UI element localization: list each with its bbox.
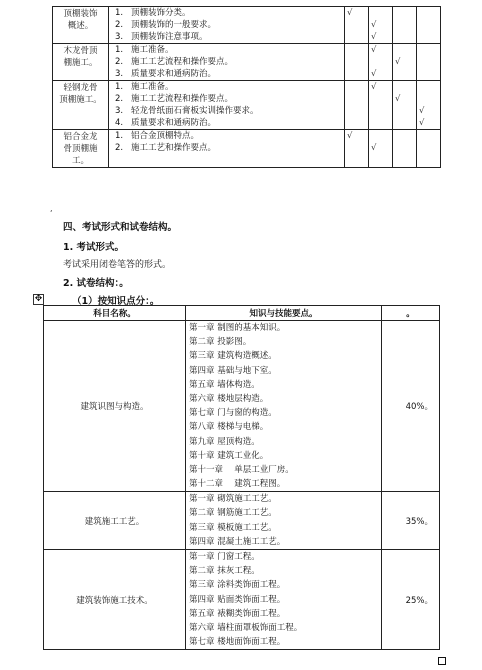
- percent-cell: 25%。: [382, 550, 440, 650]
- item-text: 施工工艺流程和操作要点。: [131, 57, 234, 67]
- chapter-item: 第七章 门与窗的构造。: [189, 408, 277, 419]
- level-mark: [347, 68, 368, 80]
- items-cell: [109, 7, 345, 44]
- level-mark: √: [371, 45, 377, 55]
- subheading-by-knowledge-points: （1）按知识点分：。: [72, 296, 160, 307]
- chapter-item: 第二章 投影图。: [189, 337, 252, 348]
- knowledge-requirements-table: [52, 6, 441, 168]
- level-mark: [371, 56, 392, 68]
- level-mark-cell: [393, 7, 417, 44]
- level-mark-cell: [369, 81, 393, 130]
- chapter-item: 第三章 涂料类饰面工程。: [189, 580, 286, 591]
- level-mark: [395, 105, 416, 117]
- category-cell: [53, 7, 109, 44]
- chapter-item: 第四章 贴面类饰面工程。: [189, 594, 286, 605]
- item-number: 2.: [115, 20, 124, 30]
- list-item: [115, 142, 344, 154]
- chapters-cell: [186, 321, 382, 492]
- header-knowledge-points: 知识与技能要点。: [186, 306, 382, 321]
- item-number: 1.: [115, 45, 124, 55]
- item-number: 3.: [115, 32, 124, 42]
- level-mark: [371, 130, 392, 142]
- category-label-line: 铝合金龙: [63, 132, 98, 142]
- level-mark: [419, 19, 440, 31]
- item-number: 2.: [115, 143, 124, 153]
- category-label-line: 工。: [71, 156, 89, 166]
- level-mark: [347, 44, 368, 56]
- level-mark: √: [395, 94, 401, 104]
- list-item: [115, 105, 344, 117]
- table-row: [53, 44, 441, 81]
- item-number: 1.: [115, 82, 124, 92]
- level-mark: √: [395, 57, 401, 67]
- item-text: 顶棚装饰注意事项。: [131, 32, 208, 42]
- level-mark: [419, 44, 440, 56]
- item-text: 顶棚装饰分类。: [131, 8, 191, 18]
- level-mark: √: [371, 143, 377, 153]
- level-mark-cell: [393, 81, 417, 130]
- level-mark-cell: [345, 7, 369, 44]
- chapter-item: 第一章 门窗工程。: [189, 552, 260, 562]
- level-mark: √: [347, 131, 353, 141]
- item-text: 铝合金顶棚特点。: [131, 131, 200, 141]
- level-mark: [419, 31, 440, 43]
- level-mark: [347, 117, 368, 129]
- list-item: [115, 93, 344, 105]
- item-text: 顶棚装饰的一般要求。: [131, 20, 217, 30]
- level-mark: [419, 7, 440, 19]
- item-text: 施工工艺和操作要点。: [131, 143, 217, 153]
- level-mark-cell: [369, 130, 393, 168]
- chapter-item: 第一章 制图的基本知识。: [189, 323, 286, 333]
- chapter-item: 第七章 楼地面饰面工程。: [189, 637, 286, 648]
- chapter-item: 第十二章 建筑工程图。: [189, 479, 286, 490]
- category-cell: [53, 81, 109, 130]
- chapter-item: 第十章 建筑工业化。: [189, 450, 269, 461]
- category-label-line: 顶棚装饰: [63, 9, 98, 19]
- table-row: [53, 7, 441, 44]
- level-mark: [419, 81, 440, 93]
- table-row: [53, 81, 441, 130]
- category-label-line: 概述。: [67, 21, 94, 31]
- item-text: 施工准备。: [131, 82, 174, 92]
- chapter-item: 第六章 墙柱面罩板饰面工程。: [189, 622, 303, 633]
- level-mark: √: [347, 8, 353, 18]
- chapter-item: 第一章 砌筑施工工艺。: [189, 494, 277, 505]
- level-mark: [371, 93, 392, 105]
- level-mark-cell: [417, 81, 441, 130]
- level-mark: [347, 31, 368, 43]
- percent-cell: 40%。: [382, 321, 440, 492]
- items-cell: [109, 44, 345, 81]
- list-item: [115, 56, 344, 68]
- item-number: 3.: [115, 69, 124, 79]
- list-item: [115, 130, 344, 142]
- item-number: 2.: [115, 57, 124, 67]
- category-label-line: 骨顶棚施: [63, 144, 98, 154]
- chapter-item: 第二章 钢筋施工工艺。: [189, 508, 277, 519]
- chapter-item: 第十一章 单层工业厂房。: [189, 464, 294, 475]
- level-mark: [395, 19, 416, 31]
- level-mark-cell: [393, 44, 417, 81]
- level-mark: [347, 105, 368, 117]
- subject-cell: 建筑识图与构造。: [44, 321, 186, 492]
- chapter-item: 第五章 裱糊类饰面工程。: [189, 608, 286, 619]
- item-number: 1.: [115, 131, 124, 141]
- category-label-line: 顶棚施工。: [59, 95, 102, 105]
- item-number: 2.: [115, 94, 124, 104]
- item-text: 质量要求和通病防治。: [131, 69, 217, 79]
- level-mark: √: [371, 69, 377, 79]
- level-mark: [395, 31, 416, 43]
- level-mark: √: [371, 20, 377, 30]
- table-move-handle-icon[interactable]: ✥: [34, 294, 43, 304]
- level-mark: [371, 117, 392, 129]
- score-distribution-table: [43, 305, 440, 650]
- level-mark: √: [419, 118, 425, 128]
- category-label-line: 轻钢龙骨: [63, 83, 98, 93]
- level-mark: [347, 81, 368, 93]
- list-item: [115, 44, 344, 56]
- level-mark: [395, 81, 416, 93]
- level-mark: [371, 7, 392, 19]
- item-number: 3.: [115, 106, 124, 116]
- category-cell: [53, 130, 109, 168]
- level-mark: [395, 7, 416, 19]
- items-cell: [109, 81, 345, 130]
- chapter-item: 第三章 建筑构造概述。: [189, 351, 277, 362]
- level-mark-cell: [369, 7, 393, 44]
- table-row: [44, 550, 440, 650]
- level-mark-cell: [345, 81, 369, 130]
- table-row: [44, 492, 440, 550]
- level-mark: [395, 68, 416, 80]
- list-item: [115, 31, 344, 43]
- chapter-item: 第三章 模板施工工艺。: [189, 522, 277, 533]
- chapter-item: 第五章 墙体构造。: [189, 379, 260, 390]
- level-mark: [419, 93, 440, 105]
- category-label-line: 木龙骨顶: [63, 46, 98, 56]
- table-resize-handle[interactable]: [438, 657, 446, 665]
- section-heading-exam-format: 四、考试形式和试卷结构。: [63, 222, 178, 233]
- table-row: [53, 130, 441, 168]
- level-mark-cell: [345, 130, 369, 168]
- level-mark: [419, 56, 440, 68]
- chapter-item: 第九章 屋顶构造。: [189, 436, 260, 447]
- level-mark-cell: [393, 130, 417, 168]
- list-item: [115, 117, 344, 129]
- list-item: [115, 19, 344, 31]
- header-subject: 科目名称。: [44, 306, 186, 321]
- item-number: 1.: [115, 8, 124, 18]
- items-cell: [109, 130, 345, 168]
- level-mark: [347, 93, 368, 105]
- table-row: [44, 321, 440, 492]
- level-mark: [395, 142, 416, 154]
- percent-cell: 35%。: [382, 492, 440, 550]
- subheading-exam-form: 1. 考试形式。: [63, 242, 125, 253]
- item-text: 施工工艺流程和操作要点。: [131, 94, 234, 104]
- chapter-item: 第八章 楼梯与电梯。: [189, 422, 269, 433]
- item-text: 施工准备。: [131, 45, 174, 55]
- level-mark: [347, 19, 368, 31]
- table-header-row: [44, 306, 440, 321]
- item-number: 4.: [115, 118, 124, 128]
- level-mark-cell: [369, 44, 393, 81]
- level-mark: [419, 130, 440, 142]
- chapters-cell: [186, 492, 382, 550]
- category-label-line: 棚施工。: [63, 58, 98, 68]
- paragraph-mark: ,: [50, 204, 53, 213]
- chapter-item: 第四章 基础与地下室。: [189, 365, 277, 376]
- level-mark-cell: [345, 44, 369, 81]
- subject-cell: 建筑装饰施工技术。: [44, 550, 186, 650]
- level-mark: [395, 44, 416, 56]
- level-mark: [419, 68, 440, 80]
- level-mark-cell: [417, 7, 441, 44]
- level-mark-cell: [417, 130, 441, 168]
- level-mark: [395, 130, 416, 142]
- level-mark: [395, 117, 416, 129]
- level-mark: √: [371, 82, 377, 92]
- list-item: [115, 7, 344, 19]
- subject-cell: 建筑施工工艺。: [44, 492, 186, 550]
- subheading-paper-structure: 2. 试卷结构：。: [63, 278, 129, 289]
- level-mark: [371, 105, 392, 117]
- level-mark: [347, 56, 368, 68]
- item-text: 轻龙骨纸面石膏板实训操作要求。: [131, 106, 259, 116]
- chapter-item: 第六章 楼地层构造。: [189, 393, 269, 404]
- header-percent: 。: [382, 306, 440, 321]
- exam-form-text: 考试采用闭卷笔答的形式。: [63, 260, 172, 270]
- level-mark: √: [419, 106, 425, 116]
- chapters-cell: [186, 550, 382, 650]
- item-text: 质量要求和通病防治。: [131, 118, 217, 128]
- level-mark: [347, 142, 368, 154]
- level-mark: √: [371, 32, 377, 42]
- list-item: [115, 81, 344, 93]
- list-item: [115, 68, 344, 80]
- chapter-item: 第四章 混凝土施工工艺。: [189, 536, 286, 547]
- chapter-item: 第二章 抹灰工程。: [189, 566, 260, 577]
- category-cell: [53, 44, 109, 81]
- level-mark-cell: [417, 44, 441, 81]
- level-mark: [419, 142, 440, 154]
